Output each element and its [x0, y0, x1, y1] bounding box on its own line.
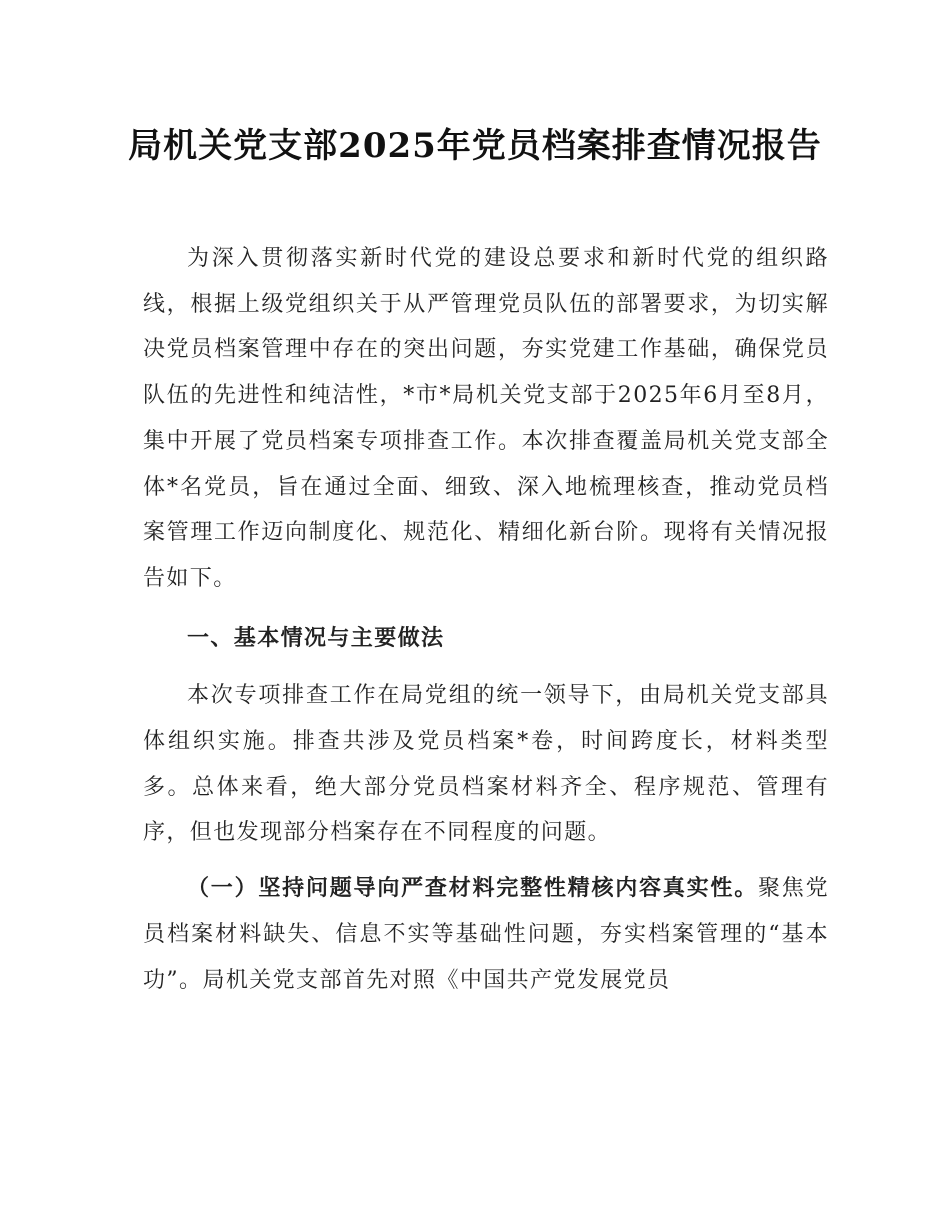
document-body: [143, 236, 829, 1003]
intro-paragraph: 为深入贯彻落实新时代党的建设总要求和新时代党的组织路线，根据上级党组织关于从严管理党员队伍的部署要求，为切实解决党员档案管理中存在的突出问题，夯实党建工作基础，确保党员队伍的先进性和纯洁性，*市*局机关党支部于2025年6月至8月，集中开展了党员档案专项排查工作。本次排查覆盖局机关党支部全体*名党员，旨在通过全面、细致、深入地梳理核查，推动党员档案管理工作迈向制度化、规范化、精细化新台阶。现将有关情况报告如下。: [143, 246, 829, 591]
subsection-lead: （一）坚持问题导向严查材料完整性精核内容真实性。: [187, 876, 759, 902]
subsection-body: 聚焦党员档案材料缺失、信息不实等基础性问题，夯实档案管理的“基本功”。局机关党支部首先对照《中国共产党发展党员: [143, 876, 829, 993]
section-heading-basic-situation: 一、基本情况与主要做法: [187, 625, 445, 651]
subsection-paragraph: [143, 866, 829, 1003]
section-paragraph: 本次专项排查工作在局党组的统一领导下，由局机关党支部具体组织实施。排查共涉及党员档案*卷，时间跨度长，材料类型多。总体来看，绝大部分党员档案材料齐全、程序规范、管理有序，但也发现部分档案存在不同程度的问题。: [143, 683, 829, 846]
document-title: 局机关党支部2025年党员档案排查情况报告: [128, 126, 822, 166]
